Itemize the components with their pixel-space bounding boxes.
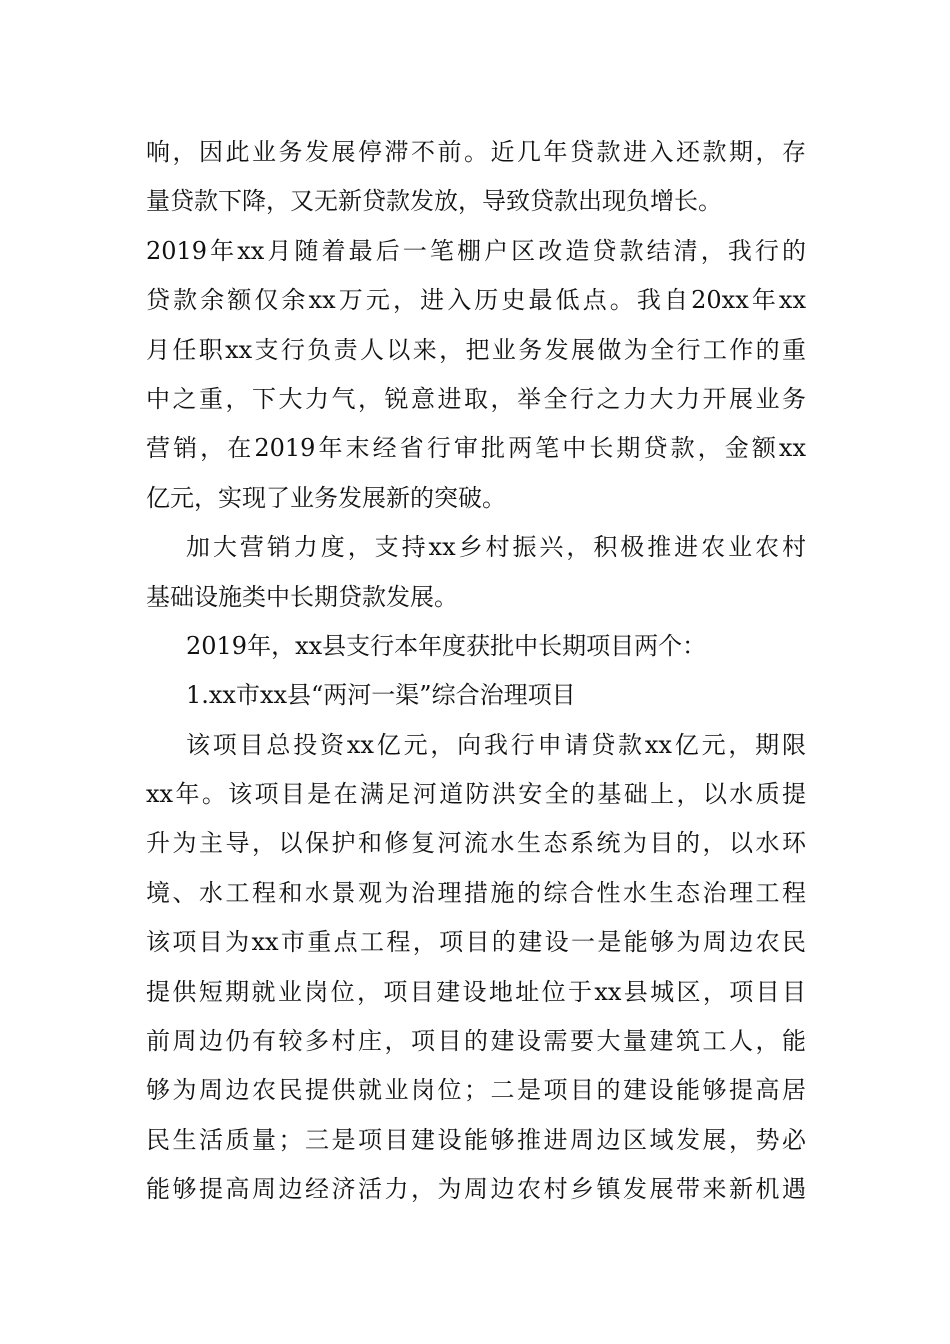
text-line: 能够提高周边经济活力，为周边农村乡镇发展带来新机遇 [146,1175,806,1204]
paragraph-first-line: 该项目总投资xx亿元，向我行申请贷款xx亿元，期限 [186,730,806,759]
paragraph-first-line: 加大营销力度，支持xx乡村振兴，积极推进农业农村 [186,533,806,562]
text-line: 响，因此业务发展停滞不前。近几年贷款进入还款期，存 [146,138,806,166]
text-line: 营销，在2019年末经省行审批两笔中长期贷款，金额xx [146,434,806,463]
section-heading: 1.xx市xx县“两河一渠”综合治理项目 [186,681,576,710]
paragraph-line: 2019年，xx县支行本年度获批中长期项目两个： [186,631,707,660]
text-line: 提供短期就业岗位，项目建设地址位于xx县城区，项目目 [146,977,806,1006]
paragraph-end-line: 亿元，实现了业务发展新的突破。 [146,483,506,512]
text-line: 够为周边农民提供就业岗位；二是项目的建设能够提高居 [146,1076,806,1105]
paragraph-end-line: 基础设施类中长期贷款发展。 [146,582,458,611]
text-line: 境、水工程和水景观为治理措施的综合性水生态治理工程 [146,878,806,907]
document-body [146,128,806,1215]
text-line: 升为主导，以保护和修复河流水生态系统为目的，以水环 [146,829,806,858]
text-line: 2019年xx月随着最后一笔棚户区改造贷款结清，我行的 [146,236,806,265]
text-line: 民生活质量；三是项目建设能够推进周边区域发展，势必 [146,1125,806,1154]
text-line: 月任职xx支行负责人以来，把业务发展做为全行工作的重 [146,335,806,364]
text-line: 量贷款下降，又无新贷款发放，导致贷款出现负增长。 [146,187,722,216]
text-line: 贷款余额仅余xx万元，进入历史最低点。我自20xx年xx [146,286,806,315]
text-line: 该项目为xx市重点工程，项目的建设一是能够为周边农民 [146,928,806,957]
text-line: 中之重，下大力气，锐意进取，举全行之力大力开展业务 [146,384,806,413]
text-line: xx年。该项目是在满足河道防洪安全的基础上，以水质提 [146,780,806,809]
text-line: 前周边仍有较多村庄，项目的建设需要大量建筑工人，能 [146,1027,806,1056]
